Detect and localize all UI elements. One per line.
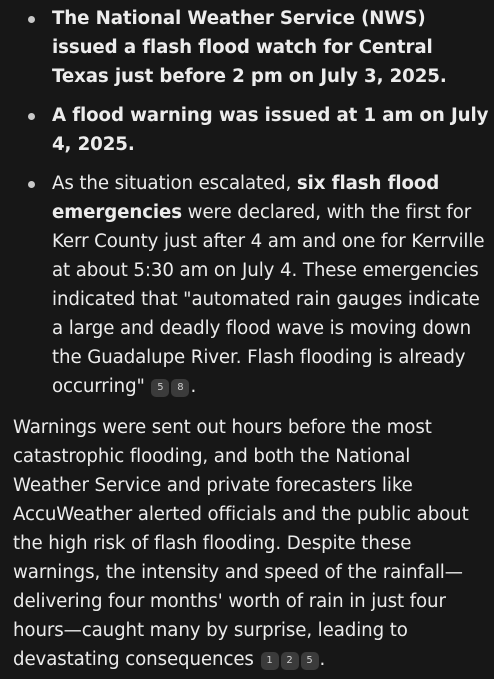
citation-badge[interactable]: 5 bbox=[301, 652, 319, 670]
list-item bbox=[13, 101, 489, 159]
bullet-dot-icon bbox=[28, 113, 35, 120]
bullet-text-before: As the situation escalated, bbox=[52, 173, 297, 194]
citation-badge[interactable]: 2 bbox=[281, 652, 299, 670]
paragraph-text: Warnings were sent out hours before the most catastrophic flooding, and both the National Weather Service and private forecasters like AccuWeather alerted officials and the public about the high risk of flash flooding. Despite these warnings, the intensity and speed of the rainfall—delivering four months' worth of rain in just four hours—caught many by surprise, leading to devastating consequences bbox=[13, 417, 469, 670]
citation-badge[interactable]: 8 bbox=[171, 379, 189, 397]
summary-paragraph bbox=[13, 413, 489, 674]
bullet-text: A flood warning was issued at 1 am on July 4, 2025. bbox=[52, 105, 489, 155]
end-punctuation: . bbox=[190, 376, 197, 397]
bullet-list bbox=[13, 4, 489, 401]
list-item bbox=[13, 4, 489, 91]
response-content bbox=[13, 4, 489, 674]
citation-badge[interactable]: 1 bbox=[261, 652, 279, 670]
bullet-text: The National Weather Service (NWS) issued a flash flood watch for Central Texas just before 2 pm on July 3, 2025. bbox=[52, 8, 447, 87]
bullet-dot-icon bbox=[28, 16, 35, 23]
end-punctuation: . bbox=[319, 649, 326, 670]
bullet-text-after: were declared, with the first for Kerr County just after 4 am and one for Kerrville at about 5:30 am on July 4. These emergencies indicated that "automated rain gauges indicate a large and deadly flood wave is moving down the Guadalupe River. Flash flooding is already occurring" bbox=[52, 202, 485, 397]
citation-badge[interactable]: 5 bbox=[151, 379, 169, 397]
bullet-dot-icon bbox=[28, 181, 35, 188]
list-item bbox=[13, 169, 489, 401]
bullet-bold-text: six flash flood emergencies bbox=[52, 173, 440, 223]
